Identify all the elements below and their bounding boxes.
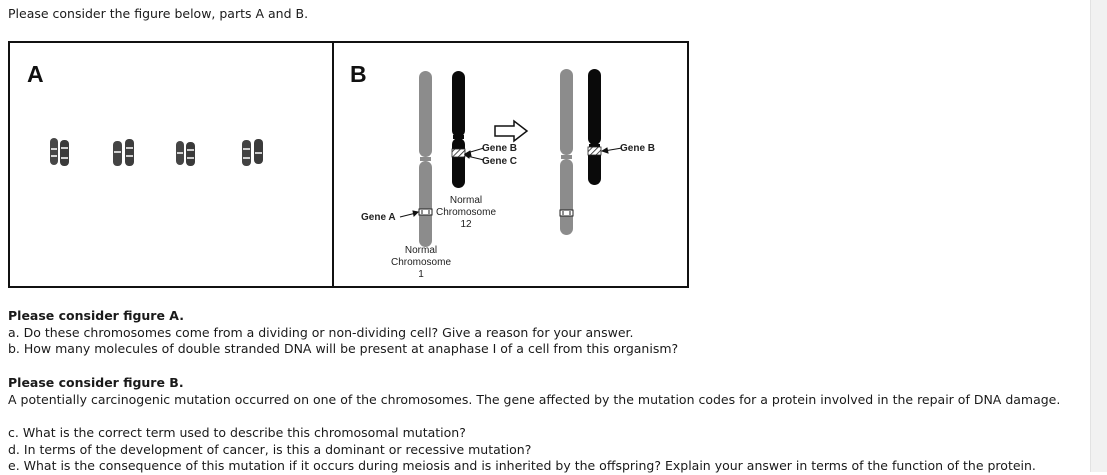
chromosome-pair-3 <box>176 141 195 166</box>
chromosome-1-caption-line: Chromosome <box>390 257 452 268</box>
chromosome-12-caption-line: 12 <box>460 219 472 230</box>
chromosome-1-derivative <box>560 69 573 235</box>
section-a <box>8 308 678 358</box>
chromosome-1-caption <box>389 245 453 281</box>
figure-panel-b <box>334 43 687 286</box>
chromosome-12-caption <box>434 195 498 231</box>
chromosome-12-caption-line: Chromosome <box>435 207 497 218</box>
gene-a-label: Gene A <box>361 212 396 223</box>
chromosome-pair-2 <box>113 139 134 166</box>
section-b-title: Please consider figure B. <box>8 375 184 390</box>
page-scrollbar[interactable] <box>1090 0 1107 472</box>
section-b-description: A potentially carcinogenic mutation occurred on one of the chromosomes. The gene affected by the mutation codes for a protein involved in the repair of DNA damage. <box>8 391 1061 407</box>
question-b: b. How many molecules of double stranded DNA will be present at anaphase I of a cell from this organism? <box>8 341 679 356</box>
right-arrow-icon <box>495 121 527 141</box>
chromosome-12-derivative <box>588 69 601 185</box>
question-a: a. Do these chromosomes come from a dividing or non-dividing cell? Give a reason for your answer. <box>8 324 634 340</box>
chromosome-1-normal <box>419 71 432 247</box>
gene-b-label-right: Gene B <box>620 143 656 154</box>
section-b-questions <box>8 425 1036 475</box>
chromosome-1-caption-line: Normal <box>404 245 438 256</box>
panel-b-letter: B <box>350 61 367 87</box>
intro-text: Please consider the figure below, parts A and B. <box>8 6 309 21</box>
chromosome-12-normal <box>452 71 465 188</box>
figure <box>8 41 689 288</box>
section-a-title: Please consider figure A. <box>8 308 184 323</box>
figure-panel-a <box>10 43 334 286</box>
chromosome-1-caption-line: 1 <box>418 269 424 280</box>
panel-a-letter: A <box>27 61 44 87</box>
question-e: e. What is the consequence of this mutation if it occurs during meiosis and is inherited by the offspring? Explain your answer in terms of the function of the protein. <box>8 458 1036 473</box>
karyotype-image <box>10 43 332 286</box>
question-c: c. What is the correct term used to describe this chromosomal mutation? <box>8 425 466 440</box>
gene-c-label: Gene C <box>482 156 518 167</box>
chromosome-pair-1 <box>50 138 69 166</box>
chromosome-12-caption-line: Normal <box>449 195 483 206</box>
chromosome-pair-4 <box>242 139 263 166</box>
gene-b-label-left: Gene B <box>482 143 518 154</box>
question-d: d. In terms of the development of cancer, is this a dominant or recessive mutation? <box>8 441 532 457</box>
section-b <box>8 375 1060 408</box>
